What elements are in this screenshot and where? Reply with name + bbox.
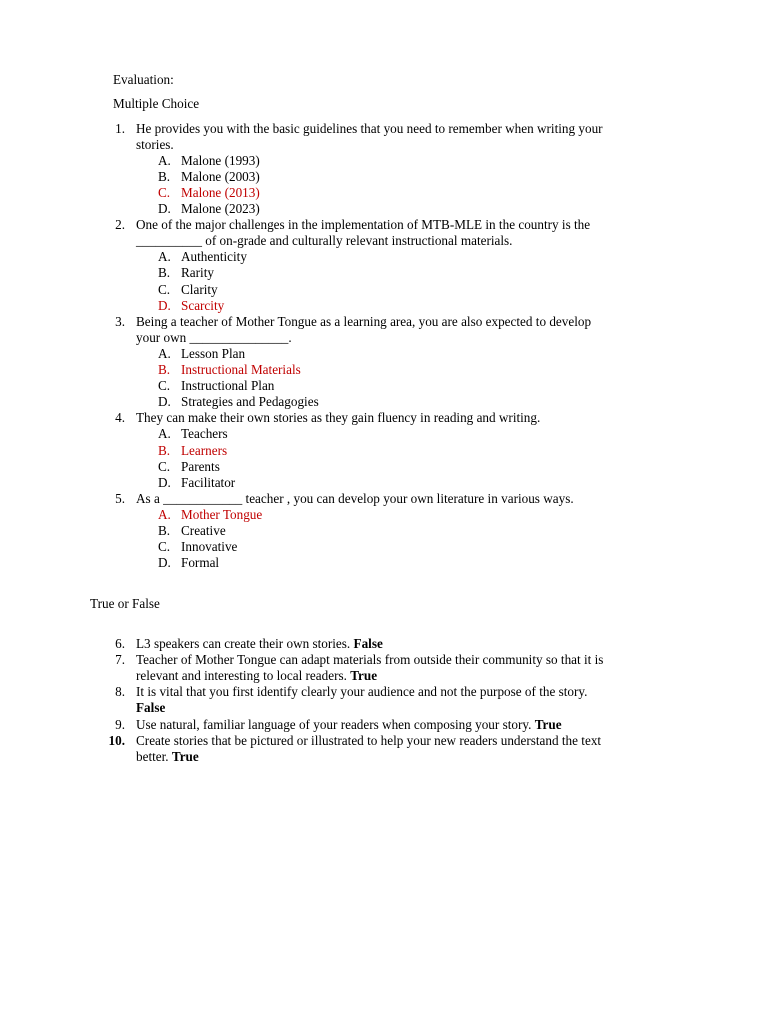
question-text — [136, 733, 601, 749]
question-number: 10. — [108, 732, 125, 748]
question-text — [136, 668, 377, 684]
answer-option: Malone (1993) — [181, 152, 260, 168]
answer-key: True — [171, 748, 199, 764]
option-letter: C. — [158, 539, 171, 555]
option-letter: B. — [158, 442, 171, 458]
option-letter: D. — [158, 297, 171, 313]
question-number: 9. — [115, 716, 125, 732]
answer-key: False — [136, 700, 166, 716]
question-number: 8. — [115, 684, 125, 700]
multiple-choice-heading: Multiple Choice — [113, 96, 200, 111]
question-number: 4. — [115, 410, 125, 426]
question-number: 6. — [115, 636, 125, 651]
option-letter: C. — [158, 184, 171, 200]
question-text: One of the major challenges in the implementation of MTB-MLE in the country is the — [136, 217, 591, 233]
question-text — [136, 717, 562, 733]
option-letter: A. — [158, 152, 171, 168]
statement-text: better. — [136, 748, 172, 764]
option-letter: B. — [158, 362, 171, 377]
question-text: He provides you with the basic guidelines that you need to remember when writing your — [136, 120, 603, 136]
question-text — [136, 749, 199, 765]
answer-key: True — [350, 668, 378, 684]
answer-key: True — [534, 716, 562, 732]
correct-option: Instructional Materials — [181, 362, 301, 377]
option-letter: A. — [158, 249, 171, 265]
evaluation-heading: Evaluation: — [113, 72, 174, 87]
question-text: your own _______________. — [136, 329, 292, 345]
question-text — [136, 652, 603, 668]
option-letter: A. — [158, 426, 171, 442]
option-letter: C. — [158, 378, 171, 394]
option-letter: B. — [158, 523, 171, 538]
question-text: __________ of on-grade and culturally relevant instructional materials. — [136, 233, 513, 249]
question-number: 3. — [115, 313, 125, 329]
question-number: 2. — [115, 217, 125, 233]
answer-option: Facilitator — [181, 474, 236, 490]
answer-option: Authenticity — [181, 249, 247, 265]
statement-text: Teacher of Mother Tongue can adapt materials from outside their community so that it is — [136, 652, 604, 668]
option-letter: D. — [158, 201, 171, 216]
statement-text: relevant and interesting to local readers. — [136, 668, 351, 684]
answer-option: Malone (2023) — [181, 201, 260, 216]
option-letter: A. — [158, 506, 171, 522]
answer-option: Creative — [181, 523, 226, 538]
option-letter: D. — [158, 394, 171, 410]
correct-option: Mother Tongue — [181, 506, 263, 522]
answer-option: Malone (2003) — [181, 168, 260, 184]
question-number: 7. — [115, 652, 125, 668]
question-text — [136, 700, 165, 716]
correct-option: Malone (2013) — [181, 184, 260, 200]
answer-option: Teachers — [181, 426, 228, 442]
option-letter: C. — [158, 281, 171, 297]
question-number: 1. — [115, 120, 125, 136]
statement-text: L3 speakers can create their own stories. — [136, 636, 354, 651]
option-letter: D. — [158, 555, 171, 571]
option-letter: B. — [158, 265, 171, 281]
question-number: 5. — [115, 490, 125, 506]
answer-option: Strategies and Pedagogies — [181, 394, 319, 410]
question-text — [136, 684, 587, 700]
answer-option: Parents — [181, 458, 220, 474]
answer-key: False — [353, 636, 383, 651]
answer-option: Innovative — [181, 539, 238, 555]
answer-option: Clarity — [181, 281, 218, 297]
statement-text: Create stories that be pictured or illustrated to help your new readers understand the text — [136, 732, 602, 748]
question-text: As a ____________ teacher , you can develop your own literature in various ways. — [136, 490, 574, 506]
answer-option: Lesson Plan — [181, 345, 246, 361]
question-text: stories. — [136, 136, 174, 152]
correct-option: Learners — [181, 442, 228, 458]
question-text: Being a teacher of Mother Tongue as a learning area, you are also expected to develop — [136, 313, 592, 329]
statement-text: Use natural, familiar language of your readers when composing your story. — [136, 716, 535, 732]
true-false-heading: True or False — [90, 596, 160, 611]
question-text: They can make their own stories as they gain fluency in reading and writing. — [136, 410, 541, 426]
option-letter: D. — [158, 474, 171, 490]
option-letter: A. — [158, 345, 171, 361]
question-text — [136, 636, 383, 652]
answer-option: Instructional Plan — [181, 378, 275, 394]
answer-option: Rarity — [181, 265, 214, 281]
answer-option: Formal — [181, 555, 220, 571]
option-letter: B. — [158, 168, 171, 184]
option-letter: C. — [158, 458, 171, 474]
statement-text: It is vital that you first identify clearly your audience and not the purpose of the story. — [136, 684, 588, 700]
correct-option: Scarcity — [181, 297, 225, 313]
